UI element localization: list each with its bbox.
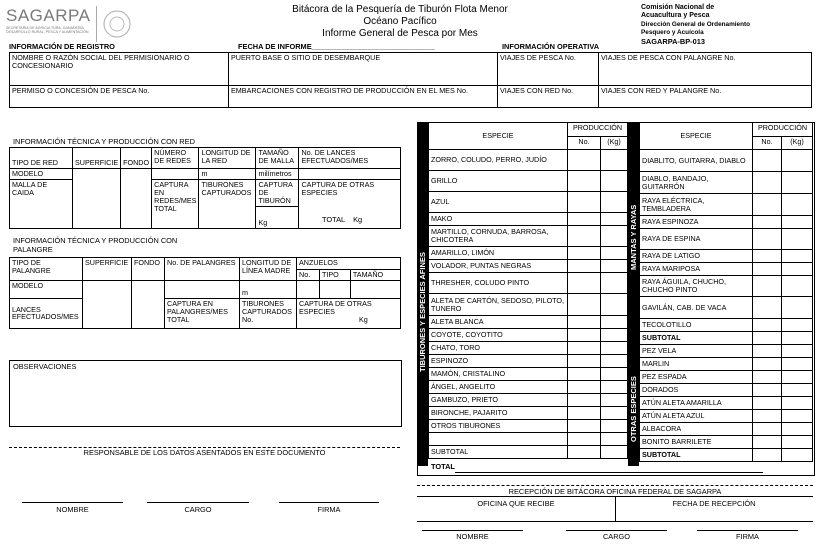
species-name: GAMBUZO, PRIETO: [429, 394, 568, 407]
fecha-informe: FECHA DE INFORME______________________________: [238, 42, 435, 51]
species-row: [429, 394, 628, 407]
species-count-field[interactable]: [568, 407, 601, 420]
species-row: [640, 276, 813, 297]
embarcaciones-label: EMBARCACIONES CON REGISTRO DE PRODUCCIÓN EN EL MES No.: [231, 86, 468, 95]
species-row: [429, 368, 628, 381]
total-line[interactable]: [455, 472, 763, 473]
recepcion-separator: [417, 485, 813, 486]
species-count-field[interactable]: [568, 368, 601, 381]
species-kg-field[interactable]: [601, 294, 628, 316]
recepcion-cargo-label: CARGO: [602, 532, 631, 541]
kg-header: (Kg): [601, 137, 628, 150]
form-code: SAGARPA-BP-013: [641, 36, 705, 46]
species-name: ESPINOZO: [429, 355, 568, 368]
viajes-red-field[interactable]: [498, 86, 599, 108]
species-row: [640, 332, 813, 345]
species-name: THRESHER, COLUDO PINTO: [429, 273, 568, 294]
species-row: [429, 446, 628, 459]
species-count-field[interactable]: [568, 213, 601, 226]
anzuelos-no-label: No.: [297, 270, 320, 281]
species-kg-field[interactable]: [601, 171, 628, 192]
species-row: [640, 371, 813, 384]
species-count-field[interactable]: [568, 226, 601, 247]
species-kg-field[interactable]: [601, 273, 628, 294]
nombre-signature-line[interactable]: [22, 502, 123, 503]
species-row: [640, 358, 813, 371]
species-count-field[interactable]: [568, 260, 601, 273]
species-count-field[interactable]: [568, 316, 601, 329]
anzuelos-tamano-field[interactable]: [350, 280, 400, 298]
produccion-header: PRODUCCIÓN: [753, 123, 813, 137]
longitud-red-label: LONGITUD DE LA RED: [199, 148, 256, 169]
species-row: [429, 342, 628, 355]
species-row: [429, 433, 628, 446]
species-row: [640, 319, 813, 332]
species-count-field[interactable]: [753, 263, 782, 276]
species-row: [640, 397, 813, 410]
species-row: [640, 194, 813, 216]
produccion-header: PRODUCCIÓN: [568, 123, 628, 137]
responsable-separator: [9, 447, 400, 448]
species-row: [429, 171, 628, 192]
species-row: [640, 250, 813, 263]
recepcion-firma-label: FIRMA: [736, 532, 759, 541]
species-count-field[interactable]: [753, 216, 782, 229]
species-name: ATÚN ALETA AMARILLA: [640, 397, 753, 410]
species-kg-field[interactable]: [782, 423, 813, 436]
species-row: [640, 384, 813, 397]
species-name: ALETA DE CARTÓN, SEDOSO, PILOTO, TUNERO: [429, 294, 568, 316]
no-header: No.: [753, 137, 782, 150]
species-name: SUBTOTAL: [640, 332, 753, 345]
species-count-field[interactable]: [753, 436, 782, 449]
species-row: [429, 420, 628, 433]
species-row: [429, 150, 628, 171]
other-species-bar: [628, 352, 639, 466]
modelo-label: MODELO: [10, 169, 73, 180]
species-kg-field[interactable]: [782, 384, 813, 397]
species-name: BONITO BARRILETE: [640, 436, 753, 449]
captura-otras-unit: Kg: [359, 314, 368, 324]
species-kg-field[interactable]: [782, 250, 813, 263]
nombre-field[interactable]: [10, 53, 229, 86]
numero-redes-field[interactable]: [152, 169, 199, 180]
species-row: [429, 192, 628, 213]
agency-line-4: Pesquero y Acuícola: [641, 29, 704, 37]
species-kg-field[interactable]: [782, 229, 813, 250]
species-kg-field[interactable]: [782, 397, 813, 410]
species-row: [640, 263, 813, 276]
title-line-3: Informe General de Pesca por Mes: [322, 28, 478, 39]
species-kg-field[interactable]: [782, 263, 813, 276]
section-operativa: INFORMACIÓN OPERATIVA: [502, 42, 600, 51]
species-count-field[interactable]: [568, 355, 601, 368]
species-count-field[interactable]: [568, 192, 601, 213]
species-row: [429, 381, 628, 394]
species-kg-field[interactable]: [782, 319, 813, 332]
species-row: [429, 329, 628, 342]
species-row: [640, 410, 813, 423]
species-kg-field[interactable]: [601, 368, 628, 381]
species-count-field[interactable]: [753, 397, 782, 410]
firma-signature-line[interactable]: [279, 502, 379, 503]
species-count-field[interactable]: [753, 172, 782, 194]
logo-subtext: SECRETARÍA DE AGRICULTURA, GANADERÍA, DESARROLLO RURAL, PESCA Y ALIMENTACIÓN: [6, 26, 89, 35]
species-count-field[interactable]: [568, 171, 601, 192]
species-name: AZUL: [429, 192, 568, 213]
species-name: MAKO: [429, 213, 568, 226]
recepcion-firma-line[interactable]: [697, 530, 798, 531]
species-name: DIABLO, BANDAJO, GUITARRÓN: [640, 172, 753, 194]
species-kg-field[interactable]: [601, 260, 628, 273]
superficie-field[interactable]: [83, 280, 132, 328]
agency-line-3: Dirección General de Ordenamiento: [641, 20, 751, 28]
species-count-field[interactable]: [568, 150, 601, 171]
puerto-label: PUERTO BASE O SITIO DE DESEMBARQUE: [231, 53, 381, 62]
viajes-red-label: VIAJES CON RED No.: [500, 86, 574, 95]
malla-caida-label: MALLA DE CAIDA: [10, 179, 73, 228]
species-row: [640, 449, 813, 462]
species-name: ZORRO, COLUDO, PERRO, JUDÍO: [429, 150, 568, 171]
species-kg-field[interactable]: [782, 410, 813, 423]
captura-otras-label: [297, 298, 401, 328]
tipo-red-label: TIPO DE RED: [10, 148, 73, 169]
nombre-label: NOMBRE: [56, 505, 89, 514]
captura-tiburon-label: CAPTURA DE TIBURÓN: [256, 179, 299, 206]
species-count-field[interactable]: [753, 297, 782, 319]
fondo-label: FONDO: [132, 258, 165, 281]
species-count-field[interactable]: [753, 229, 782, 250]
species-kg-field[interactable]: [782, 150, 813, 172]
no-header: No.: [568, 137, 601, 150]
permiso-label: PERMISO O CONCESIÓN DE PESCA No.: [12, 86, 150, 95]
species-kg-field[interactable]: [601, 394, 628, 407]
recepcion-cargo-line[interactable]: [566, 530, 667, 531]
species-kg-field[interactable]: [782, 297, 813, 319]
captura-palangres-label: CAPTURA EN PALANGRES/MES TOTAL: [165, 298, 240, 328]
lances-label: LANCES EFECTUADOS/MES: [10, 298, 83, 328]
species-count-field[interactable]: [568, 247, 601, 260]
species-count-field[interactable]: [753, 332, 782, 345]
species-name: OTROS TIBURONES: [429, 420, 568, 433]
species-count-field[interactable]: [753, 371, 782, 384]
species-name: [429, 433, 568, 446]
tiburones-capturados-label: [240, 298, 297, 328]
palangre-table: [9, 257, 401, 329]
species-row: [429, 294, 628, 316]
species-row: [640, 216, 813, 229]
species-name: RAYA DE LATIGO: [640, 250, 753, 263]
species-row: [640, 297, 813, 319]
observaciones-box[interactable]: [9, 360, 402, 427]
rays-bar-label: MANTAS Y RAYAS: [629, 204, 638, 270]
species-kg-field[interactable]: [601, 213, 628, 226]
species-name: RAYA DE ESPINA: [640, 229, 753, 250]
captura-tiburon-unit: Kg: [256, 206, 299, 228]
species-count-field[interactable]: [753, 194, 782, 216]
agency-block: [641, 4, 811, 46]
tiburones-capturados-label: TIBURONES CAPTURADOS: [199, 179, 256, 228]
species-kg-field[interactable]: [782, 194, 813, 216]
anzuelos-tipo-field[interactable]: [319, 280, 350, 298]
agency-line-1: Comisión Nacional de: [641, 4, 715, 11]
section-palangre: INFORMACIÓN TÉCNICA Y PRODUCCIÓN CON PALANGRE: [13, 236, 178, 254]
species-count-field[interactable]: [568, 394, 601, 407]
species-row: [429, 407, 628, 420]
species-kg-field[interactable]: [782, 172, 813, 194]
species-kg-field[interactable]: [782, 332, 813, 345]
species-name: COYOTE, COYOTITO: [429, 329, 568, 342]
species-name: PEZ VELA: [640, 345, 753, 358]
species-name: RAYA ELÉCTRICA, TEMBLADERA: [640, 194, 753, 216]
species-kg-field[interactable]: [782, 371, 813, 384]
recepcion-title: RECEPCIÓN DE BITÁCORA OFICINA FEDERAL DE SAGARPA: [508, 487, 722, 496]
species-name: RAYA MARIPOSA: [640, 263, 753, 276]
species-kg-field[interactable]: [782, 216, 813, 229]
species-name: GAVILÁN, CAB. DE VACA: [640, 297, 753, 319]
species-row: [640, 436, 813, 449]
tipo-palangre-label: TIPO DE PALANGRE: [10, 258, 83, 281]
species-kg-field[interactable]: [782, 358, 813, 371]
species-name: SUBTOTAL: [429, 446, 568, 459]
modelo-label: MODELO: [10, 280, 83, 298]
species-kg-field[interactable]: [601, 150, 628, 171]
species-count-field[interactable]: [753, 410, 782, 423]
species-row: [640, 229, 813, 250]
species-kg-field[interactable]: [601, 355, 628, 368]
permiso-field[interactable]: [10, 86, 229, 108]
anzuelos-tipo-label: TIPO: [319, 270, 350, 281]
species-name: RAYA ESPINOZA: [640, 216, 753, 229]
tiburones-no-text: No.: [242, 314, 254, 324]
other-species-bar-label: OTRAS ESPECIES: [629, 376, 638, 442]
species-name: MARTILLO, CORNUDA, BARROSA, CHICOTERA: [429, 226, 568, 247]
species-count-field[interactable]: [568, 381, 601, 394]
no-palangres-label: No. DE PALANGRES: [165, 258, 240, 281]
species-name: MARLIN: [640, 358, 753, 371]
species-row: [429, 213, 628, 226]
species-kg-field[interactable]: [601, 420, 628, 433]
superficie-label: SUPERFICIE: [83, 258, 132, 281]
species-name: VOLADOR, PUNTAS NEGRAS: [429, 260, 568, 273]
viajes-palangre-label: VIAJES DE PESCA CON PALANGRE No.: [601, 53, 736, 62]
species-row: [640, 423, 813, 436]
species-count-field[interactable]: [753, 449, 782, 462]
embarcaciones-field[interactable]: [229, 86, 498, 108]
species-count-field[interactable]: [753, 423, 782, 436]
species-kg-field[interactable]: [601, 192, 628, 213]
logo-text: SAGARPA: [6, 6, 91, 25]
species-row: [429, 260, 628, 273]
anzuelos-tamano-label: TAMAÑO: [350, 270, 400, 281]
species-count-field[interactable]: [753, 358, 782, 371]
especie-header: ESPECIE: [429, 123, 568, 150]
species-name: GRILLO: [429, 171, 568, 192]
lances-field[interactable]: [299, 169, 401, 180]
species-name: DORADOS: [640, 384, 753, 397]
species-name: ÁNGEL, ANGELITO: [429, 381, 568, 394]
viajes-pesca-label: VIAJES DE PESCA No.: [500, 53, 576, 62]
section-red: INFORMACIÓN TÉCNICA Y PRODUCCIÓN CON RED: [13, 137, 195, 146]
captura-redes-label: CAPTURA EN REDES/MES TOTAL: [152, 179, 199, 228]
coat-of-arms-icon: [96, 6, 135, 42]
species-kg-field[interactable]: [601, 433, 628, 446]
cargo-signature-line[interactable]: [147, 502, 249, 503]
registro-table: [9, 52, 812, 108]
species-count-field[interactable]: [568, 342, 601, 355]
viajes-red-palangre-field[interactable]: [599, 86, 812, 108]
sagarpa-logo: [6, 6, 136, 42]
species-kg-field[interactable]: [782, 449, 813, 462]
sharks-bar: [417, 122, 428, 466]
form-title: [230, 4, 570, 40]
species-count-field[interactable]: [568, 329, 601, 342]
species-count-field[interactable]: [568, 420, 601, 433]
species-row: [429, 316, 628, 329]
especie-header: ESPECIE: [640, 123, 753, 150]
captura-otras-text: CAPTURA DE OTRAS ESPECIES: [299, 298, 372, 316]
species-name: AMARILLO, LIMÓN: [429, 247, 568, 260]
species-row: [429, 247, 628, 260]
species-count-field[interactable]: [568, 433, 601, 446]
species-name: BIRONCHE, PAJARITO: [429, 407, 568, 420]
species-name: RAYA ÁGUILA, CHUCHO, CHUCHO PINTO: [640, 276, 753, 297]
species-count-field[interactable]: [753, 345, 782, 358]
fondo-field[interactable]: [132, 280, 165, 328]
species-row: [429, 355, 628, 368]
malla-unit: milímetros: [256, 169, 299, 180]
species-kg-field[interactable]: [782, 276, 813, 297]
lances-label: No. DE LANCES EFECTUADOS/MES: [299, 148, 401, 169]
species-kg-field[interactable]: [601, 446, 628, 459]
tiburones-capturados-text: TIBURONES CAPTURADOS: [242, 298, 292, 316]
recepcion-box: [417, 496, 813, 522]
numero-redes-label: NÚMERO DE REDES: [152, 148, 199, 169]
observaciones-label: OBSERVACIONES: [13, 362, 77, 371]
species-kg-field[interactable]: [601, 329, 628, 342]
fondo-label: FONDO: [121, 148, 152, 169]
viajes-red-palangre-label: VIAJES CON RED Y PALANGRE No.: [601, 86, 722, 95]
viajes-palangre-field[interactable]: [599, 53, 812, 86]
species-count-field[interactable]: [753, 150, 782, 172]
species-name: SUBTOTAL: [640, 449, 753, 462]
species-count-field[interactable]: [753, 276, 782, 297]
firma-label: FIRMA: [317, 505, 341, 514]
rays-other-table: [639, 122, 813, 462]
tamano-malla-label: TAMAÑO DE MALLA: [256, 148, 299, 169]
species-kg-field[interactable]: [601, 342, 628, 355]
nombre-label: NOMBRE O RAZÓN SOCIAL DEL PERMISIONARIO O CONCESIONARIO: [12, 53, 190, 70]
recepcion-nombre-label: NOMBRE: [456, 532, 489, 541]
no-palangres-field[interactable]: [165, 280, 240, 298]
responsable-title: RESPONSABLE DE LOS DATOS ASENTADOS EN ESTE DOCUMENTO: [83, 448, 326, 457]
anzuelos-no-field[interactable]: [297, 280, 320, 298]
recepcion-nombre-line[interactable]: [422, 530, 523, 531]
section-registro: INFORMACIÓN DE REGISTRO: [9, 42, 115, 51]
species-count-field[interactable]: [568, 273, 601, 294]
species-count-field[interactable]: [753, 319, 782, 332]
kg-header: (Kg): [782, 137, 813, 150]
species-kg-field[interactable]: [601, 226, 628, 247]
fecha-recepcion-label: FECHA DE RECEPCIÓN: [672, 499, 756, 508]
species-name: MAMÓN, CRISTALINO: [429, 368, 568, 381]
species-name: TECOLOTILLO: [640, 319, 753, 332]
species-kg-field[interactable]: [782, 345, 813, 358]
captura-otras-label: CAPTURA DE OTRAS ESPECIES: [299, 179, 401, 228]
superficie-field[interactable]: [73, 169, 121, 229]
species-row: [640, 150, 813, 172]
species-name: CHATO, TORO: [429, 342, 568, 355]
species-kg-field[interactable]: [782, 436, 813, 449]
title-line-2: Océano Pacífico: [363, 16, 437, 27]
species-row: [429, 226, 628, 247]
sharks-table: [428, 122, 628, 459]
oficina-label: OFICINA QUE RECIBE: [477, 499, 555, 508]
total-label: TOTAL: [431, 462, 455, 471]
species-count-field[interactable]: [753, 384, 782, 397]
fondo-field[interactable]: [121, 169, 152, 229]
puerto-field[interactable]: [229, 53, 498, 86]
superficie-label: SUPERFICIE: [73, 148, 121, 169]
cargo-label: CARGO: [184, 505, 212, 514]
species-kg-field[interactable]: [601, 316, 628, 329]
species-count-field[interactable]: [753, 250, 782, 263]
species-name: ATÚN ALETA AZUL: [640, 410, 753, 423]
species-row: [640, 172, 813, 194]
species-row: [429, 273, 628, 294]
species-count-field[interactable]: [568, 294, 601, 316]
longitud-unit: m: [240, 280, 297, 298]
species-kg-field[interactable]: [601, 247, 628, 260]
species-name: ALBACORA: [640, 423, 753, 436]
species-count-field[interactable]: [568, 446, 601, 459]
title-line-1: Bitácora de la Pesquería de Tiburón Flota Menor: [292, 4, 508, 15]
anzuelos-label: ANZUELOS: [297, 258, 401, 270]
captura-otras-total: TOTAL Kg: [322, 215, 363, 224]
agency-line-2: Acuacultura y Pesca: [641, 12, 710, 20]
longitud-madre-label: LONGITUD DE LÍNEA MADRE: [240, 258, 297, 281]
viajes-pesca-field[interactable]: [498, 53, 599, 86]
species-name: PEZ ESPADA: [640, 371, 753, 384]
species-kg-field[interactable]: [601, 407, 628, 420]
species-name: ALETA BLANCA: [429, 316, 568, 329]
species-kg-field[interactable]: [601, 381, 628, 394]
sharks-bar-label: TIBURONES Y ESPECIES AFINES: [418, 252, 427, 372]
species-name: DIABLITO, GUITARRA, DIABLO: [640, 150, 753, 172]
rays-bar: [628, 122, 639, 352]
species-row: [640, 345, 813, 358]
longitud-unit: m: [199, 169, 256, 180]
